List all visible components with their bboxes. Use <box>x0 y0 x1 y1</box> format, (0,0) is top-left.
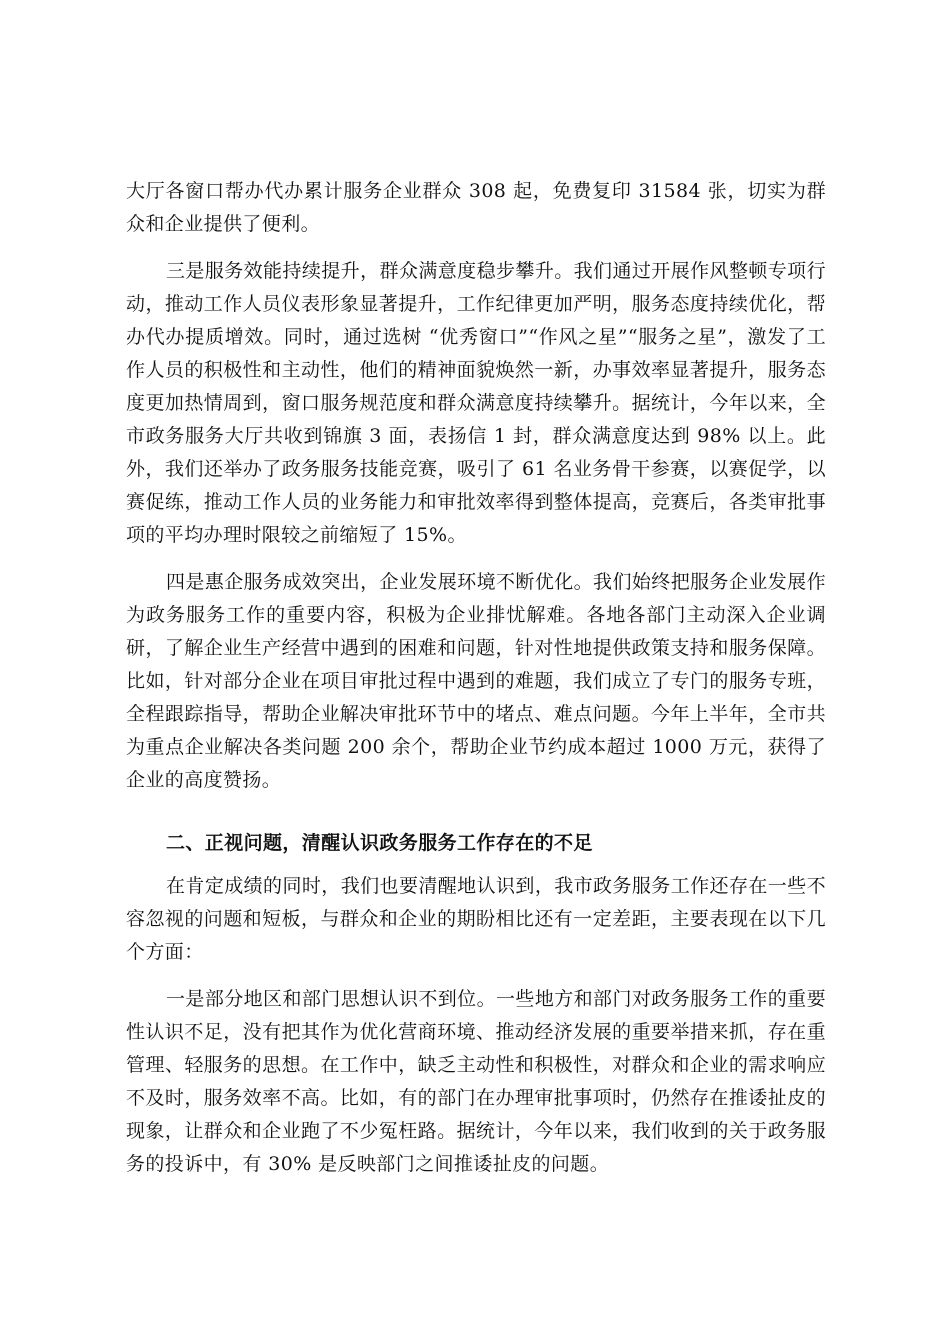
paragraph-awareness-issue: 一是部分地区和部门思想认识不到位。一些地方和部门对政务服务工作的重要性认识不足，没有把其作为优化营商环境、推动经济发展的重要举措来抓，存在重管理、轻服务的思想。在工作中，缺乏主动性和积极性，对群众和企业的需求响应不及时，服务效率不高。比如，有的部门在办理审批事项时，仍然存在推诿扯皮的现象，让群众和企业跑了不少冤枉路。据统计，今年以来，我们收到的关于政务服务的投诉中，有 30% 是反映部门之间推诿扯皮的问题。 <box>126 988 826 1175</box>
paragraph-problems-intro: 在肯定成绩的同时，我们也要清醒地认识到，我市政务服务工作还存在一些不容忽视的问题和短板，与群众和企业的期盼相比还有一定差距，主要表现在以下几个方面： <box>126 875 826 963</box>
document-body <box>126 175 826 1181</box>
paragraph-service-efficiency: 三是服务效能持续提升，群众满意度稳步攀升。我们通过开展作风整顿专项行动，推动工作人员仪表形象显著提升，工作纪律更加严明，服务态度持续优化，帮办代办提质增效。同时，通过选树 “优秀窗口”“作风之星”“服务之星”，激发了工作人员的积极性和主动性，他们的精神面貌焕然一新，办事效率显著提升，服务态度更加热情周到，窗口服务规范度和群众满意度持续攀升。据统计，今年以来，全市政务服务大厅共收到锦旗 3 面，表扬信 1 封，群众满意度达到 98% 以上。此外，我们还举办了政务服务技能竞赛，吸引了 61 名业务骨干参赛，以赛促学，以赛促练，推动工作人员的业务能力和审批效率得到整体提高，竞赛后，各类审批事项的平均办理时限较之前缩短了 15%。 <box>126 260 826 546</box>
paragraph-continuation: 大厅各窗口帮办代办累计服务企业群众 308 起，免费复印 31584 张，切实为群众和企业提供了便利。 <box>126 180 826 235</box>
paragraph-enterprise-services: 四是惠企服务成效突出，企业发展环境不断优化。我们始终把服务企业发展作为政务服务工作的重要内容，积极为企业排忧解难。各地各部门主动深入企业调研，了解企业生产经营中遇到的困难和问题，针对性地提供政策支持和服务保障。比如，针对部分企业在项目审批过程中遇到的难题，我们成立了专门的服务专班，全程跟踪指导，帮助企业解决审批环节中的堵点、难点问题。今年上半年，全市共为重点企业解决各类问题 200 余个，帮助企业节约成本超过 1000 万元，获得了企业的高度赞扬。 <box>126 571 826 791</box>
section-heading-problems: 二、正视问题，清醒认识政务服务工作存在的不足 <box>166 832 593 854</box>
